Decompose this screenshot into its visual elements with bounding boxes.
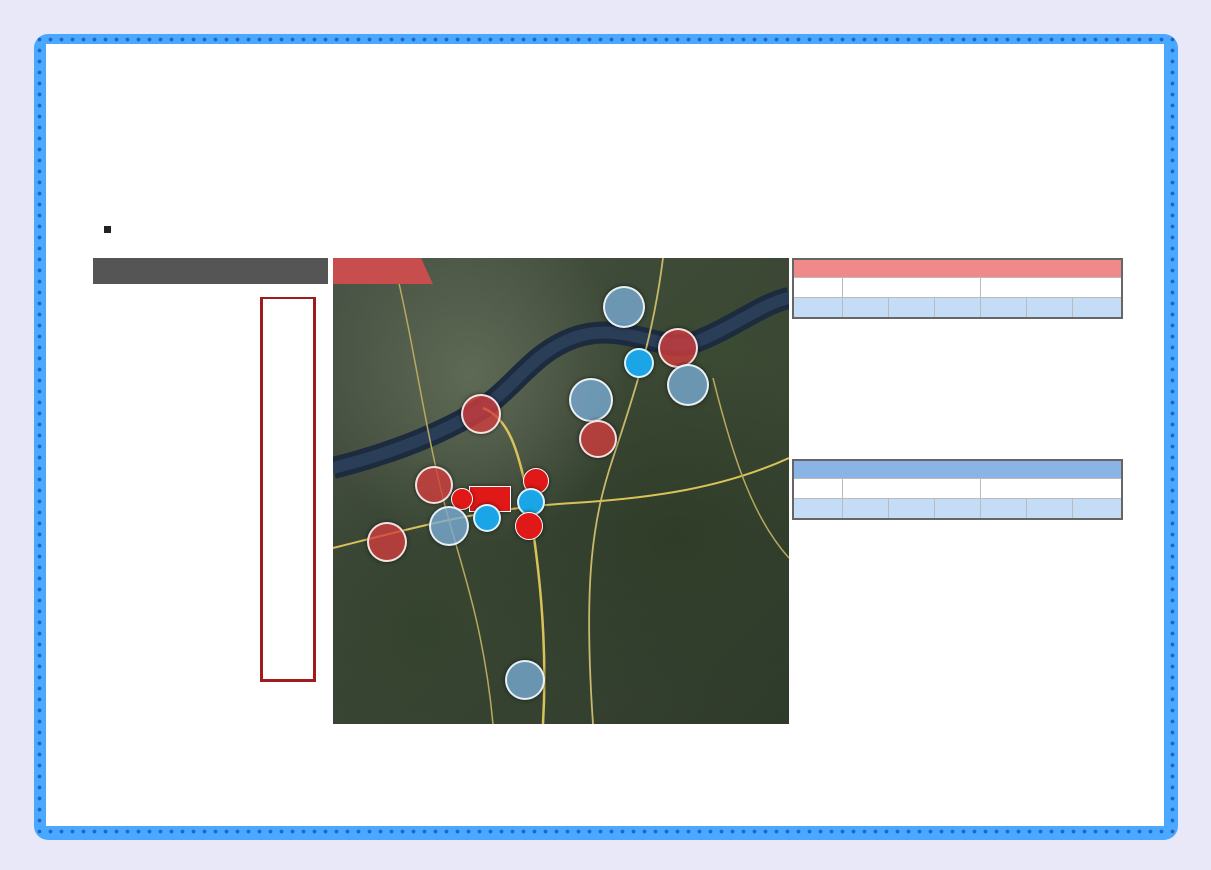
net-label (793, 499, 842, 520)
net-label (793, 298, 842, 319)
table-head-rank (793, 278, 842, 298)
table-head-out (980, 278, 1122, 298)
square-bullet-icon (104, 226, 111, 233)
map-bubble-sujeong (505, 660, 545, 700)
net-out-label (980, 298, 1026, 319)
map-bubble-seocho (367, 522, 407, 562)
table-head-in (842, 278, 980, 298)
map-bubble-hanam-red (658, 328, 698, 368)
section-label (104, 224, 117, 237)
east-road (713, 378, 789, 558)
map-bubble-gangdong-blue (569, 378, 613, 422)
map-roads-river (333, 258, 789, 724)
map-bubble-gangnam-blue (429, 506, 469, 546)
map-bubble-samjeon (473, 504, 501, 532)
population-movement-map (333, 258, 789, 724)
net-out-label (980, 499, 1026, 520)
map-bubble-sangil (624, 348, 654, 378)
map-bubble-gangnam-red (415, 466, 453, 504)
table-head-rank (793, 479, 842, 499)
map-bubble-hanam-blue (667, 364, 709, 406)
intra-region-migration-table (792, 459, 1123, 520)
net-out-value (1027, 499, 1073, 520)
map-tag (333, 258, 433, 284)
map-bubble-gwangjin (461, 394, 501, 434)
map-bubble-garak (515, 512, 543, 540)
map-bubble-gangdong-red (579, 420, 617, 458)
table-head-in (842, 479, 980, 499)
chart-title (93, 258, 328, 284)
table-head-out (980, 479, 1122, 499)
highlight-box-seokchon (260, 297, 316, 682)
net-out-value (1027, 298, 1073, 319)
table-title (793, 259, 1122, 278)
regional-migration-table (792, 258, 1123, 319)
map-bubble-namyangju (603, 286, 645, 328)
table-title (793, 460, 1122, 479)
